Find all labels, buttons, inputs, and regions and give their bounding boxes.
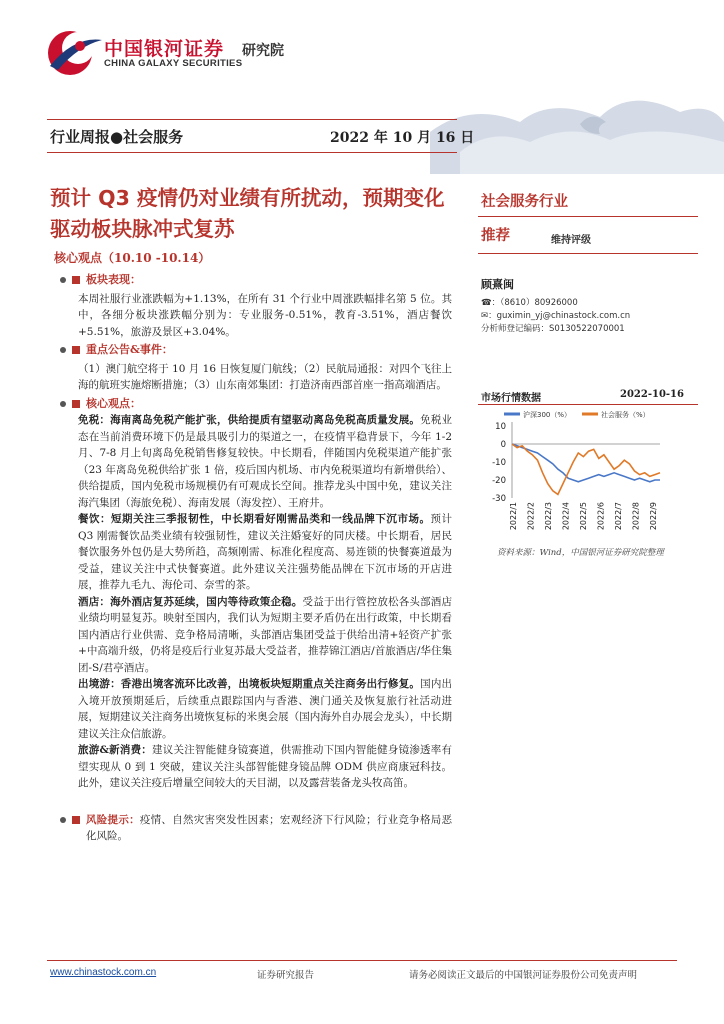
market-chart <box>478 406 700 544</box>
y-tick-label: 0 <box>500 440 506 450</box>
paragraph: 本周社服行业涨跌幅为+1.13%，在所有 31 个行业中周涨跌幅排名第 5 位。其中，各细分板块涨跌幅分别为：专业服务-0.51%，教育-3.51%，酒店餐饮+5.51%，旅游及景区+3.04%。 <box>78 292 452 338</box>
series-line <box>512 444 660 482</box>
paragraph: 免税：海南离岛免税产能扩张，供给提质有望驱动离岛免税高质量发展。免税业态在当前消费环境下仍是最具吸引力的渠道之一，在疫情平稳背景下，今年 1-2 月、7-8 月上旬离岛免税销售修复较快。中长期看，伴随国内免税渠道产能扩张（23 年离岛免税供给扩张 1 倍，疫后国内机场、市内免税渠道均有新增供给）、供给提质，国内免税市场规模仍有可观成长空间。推荐龙头中国中免，建议关注海汽集团（海旅免税）、海南发展（海发控）、王府井。 <box>78 414 453 509</box>
industry-label: 社会服务行业 <box>481 194 568 210</box>
footer-rule <box>47 960 677 961</box>
risk-block: 风险提示：疫情、自然灾害突发性因素；宏观经济下行风险；行业竞争格局恶化风险。 <box>58 812 452 845</box>
section-heading: 核心观点： <box>60 396 452 413</box>
market-data-date: 2022-10-16 <box>620 389 684 400</box>
analyst-phone: ☎：（8610）80926000 <box>481 298 578 308</box>
square-icon <box>72 400 80 408</box>
footer-disclaimer: 请务必阅读正文最后的中国银河证券股份公司免责声明 <box>409 970 638 981</box>
paragraph: 旅游&新消费：建议关注智能健身镜赛道，供需推动下国内智能健身镜渗透率有望实现从 0 到 1 突破，建议关注头部智能健身镜品牌 ODM 供应商康冠科技。此外，建议关注疫后增量空间较大的天目湖，以及露营装备龙头牧高笛。 <box>78 744 452 789</box>
core-view-heading: 核心观点（10.10 -10.14） <box>54 251 211 265</box>
y-tick-label: -30 <box>492 494 506 504</box>
square-icon <box>72 346 80 354</box>
paragraph: 餐饮：短期关注三季报韧性，中长期看好刚需品类和一线品牌下沉市场。预计 Q3 刚需餐饮品类业绩有较强韧性，建议关注婚宴好的同庆楼。中长期看，居民餐饮服务外包仍是大势所趋，高频刚需、标准化程度高、易连锁的快餐赛道最为受益，建议关注中式快餐赛道。此外建议关注强势能品牌在下沉市场的开店进展，推荐九毛九、海伦司、奈雪的茶。 <box>78 513 452 591</box>
chart-source: 资料来源：Wind，中国银河证券研究院整理 <box>497 548 664 558</box>
y-tick-label: -10 <box>492 458 506 468</box>
x-tick-label: 2022/5 <box>579 502 588 531</box>
analyst-license: 分析师登记编码：S0130522070001 <box>481 324 625 334</box>
bullet-icon <box>60 347 66 353</box>
rating-label: 维持评级 <box>551 235 591 246</box>
x-tick-label: 2022/1 <box>509 502 518 531</box>
bullet-icon <box>60 401 66 407</box>
brand-name-en: CHINA GALAXY SECURITIES <box>104 58 243 69</box>
x-tick-label: 2022/4 <box>561 502 571 531</box>
report-title: 预计 Q3 疫情仍对业绩有所扰动，预期变化驱动板块脉冲式复苏 <box>50 186 445 241</box>
section-heading: 重点公告&事件： <box>60 342 452 359</box>
report-body <box>58 272 452 845</box>
bullet-icon <box>60 277 66 283</box>
market-rule <box>478 404 698 405</box>
sidebar-rule <box>478 216 698 217</box>
brand-name-cn: 中国银河证券 <box>104 38 225 60</box>
section-heading: 板块表现： <box>60 272 452 289</box>
report-category: 行业周报●社会服务 <box>50 128 184 146</box>
legend-label: 社会服务（%） <box>601 411 650 419</box>
x-tick-label: 2022/6 <box>596 502 606 531</box>
banner-bottom-rule <box>47 152 457 153</box>
paragraph: （1）澳门航空将于 10 月 16 日恢复厦门航线；（2）民航局通报：对四个飞往上海的航班实施熔断措施；（3）山东南郊集团：打造济南西部首座一指高端酒店。 <box>78 362 452 391</box>
report-date: 2022 年 10 月 16 日 <box>330 130 475 146</box>
square-icon <box>72 816 80 824</box>
paragraph: 出境游：香港出境客流环比改善，出境板块短期重点关注商务出行修复。国内出入境开放预期延后，后续重点跟踪国内与香港、澳门通关及恢复旅行社活动进展，短期建议关注商务出境恢复标的米奥会展（国内海外自办展会龙头），中长期建议关注众信旅游。 <box>78 678 453 740</box>
x-tick-label: 2022/3 <box>544 502 553 531</box>
analyst-name: 顾熹闽 <box>481 278 514 291</box>
footer-report-type: 证券研究报告 <box>257 970 315 981</box>
institute-label: 研究院 <box>242 43 284 59</box>
x-tick-label: 2022/7 <box>614 502 623 531</box>
galaxy-logo-icon <box>44 26 104 78</box>
x-tick-label: 2022/9 <box>649 502 658 531</box>
legend-label: 沪深300（%） <box>523 411 572 419</box>
sidebar-rule <box>478 253 698 254</box>
x-tick-label: 2022/8 <box>631 502 641 531</box>
analyst-email[interactable]: ✉：guximin_yj@chinastock.com.cn <box>481 311 631 321</box>
square-icon <box>72 276 80 284</box>
y-tick-label: -20 <box>492 476 506 486</box>
footer-website-link[interactable]: www.chinastock.com.cn <box>50 967 157 978</box>
x-tick-label: 2022/2 <box>526 502 536 531</box>
recommend-label: 推荐 <box>481 228 510 244</box>
market-data-title: 市场行情数据 <box>481 393 541 404</box>
bullet-icon <box>60 817 66 823</box>
y-tick-label: 10 <box>495 422 506 432</box>
banner-top-rule <box>47 119 457 120</box>
paragraph: 酒店：海外酒店复苏延续，国内等待政策企稳。受益于出行管控放松各头部酒店业绩均明显复苏。映射至国内，我们认为短期主要矛盾仍在出行政策，中长期看国内酒店行业供需、竞争格局清晰，头部酒店集团受益于供给出清+轻资产扩张+中高端升级，仍将是疫后行业复苏最大受益者，推荐锦江酒店/首旅酒店/华住集团-S/君亭酒店。 <box>78 595 453 674</box>
